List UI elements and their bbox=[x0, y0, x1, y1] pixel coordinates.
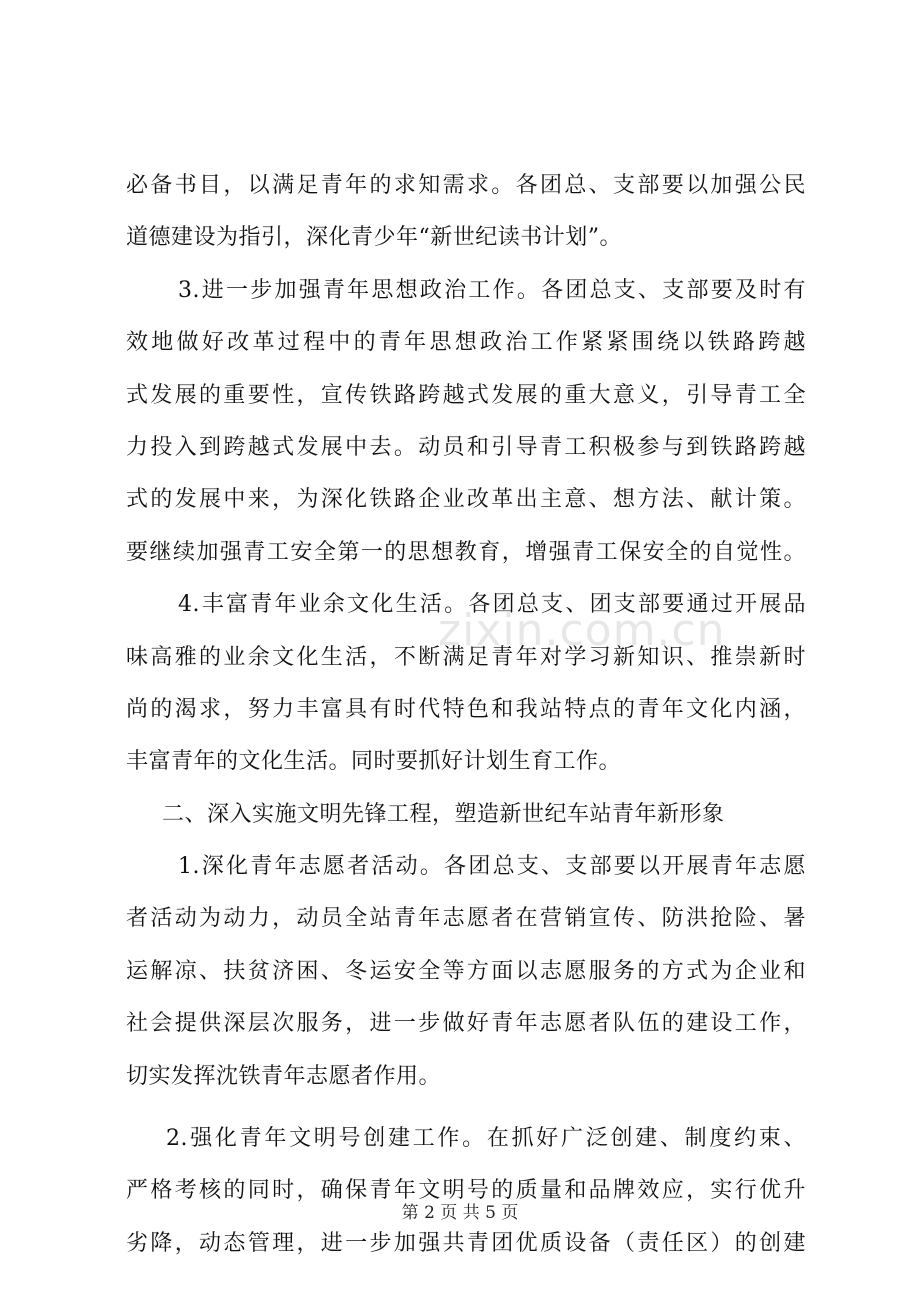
text-line: 者活动为动力，动员全站青年志愿者在营销宣传、防洪抢险、暑 bbox=[126, 906, 806, 932]
text-line: 味高雅的业余文化生活，不断满足青年对学习新知识、推崇新时 bbox=[126, 644, 806, 670]
body-text bbox=[126, 160, 806, 1270]
text-line: 必备书目，以满足青年的求知需求。各团总、支部要以加强公民 bbox=[126, 173, 806, 198]
text-line: 2.强化青年文明号创建工作。在抓好广泛创建、制度约束、 bbox=[166, 1126, 806, 1152]
paragraph-gap bbox=[126, 1103, 806, 1113]
text-line: 4.丰富青年业余文化生活。各团总支、团支部要通过开展品 bbox=[178, 592, 806, 618]
text-line: 式的发展中来，为深化铁路企业改革出主意、想方法、献计策。 bbox=[126, 487, 806, 513]
text-line: 社会提供深层次服务，进一步做好青年志愿者队伍的建设工作， bbox=[126, 1011, 806, 1037]
text-line: 丰富青年的文化生活。同时要抓好计划生育工作。 bbox=[126, 749, 622, 775]
text-line: 运解凉、扶贫济困、冬运安全等方面以志愿服务的方式为企业和 bbox=[126, 958, 806, 984]
text-line: 严格考核的同时，确保青年文明号的质量和品牌效应，实行优升 bbox=[126, 1178, 806, 1204]
text-line: 效地做好改革过程中的青年思想政治工作紧紧围绕以铁路跨越 bbox=[126, 330, 806, 356]
text-line: 力投入到跨越式发展中去。动员和引导青工积极参与到铁路跨越 bbox=[126, 434, 806, 460]
watermark: zixin.com.cn bbox=[438, 605, 726, 656]
page-footer: 第 2 页 共 5 页 bbox=[401, 1203, 519, 1223]
text-line: 切实发挥沈铁青年志愿者作用。 bbox=[126, 1063, 442, 1089]
text-line: 式发展的重要性，宣传铁路跨越式发展的重大意义，引导青工全 bbox=[126, 382, 806, 408]
text-line: 道德建设为指引，深化青少年“新世纪读书计划”。 bbox=[126, 225, 622, 251]
text-line: 1.深化青年志愿者活动。各团总支、支部要以开展青年志愿 bbox=[178, 854, 806, 880]
text-line: 尚的渴求，努力丰富具有时代特色和我站特点的青年文化内涵， bbox=[126, 696, 806, 722]
text-line: 要继续加强青工安全第一的思想教育，增强青工保安全的自觉性。 bbox=[126, 539, 806, 565]
section-heading: 二、深入实施文明先锋工程，塑造新世纪车站青年新形象 bbox=[162, 801, 725, 827]
text-line: 劣降，动态管理，进一步加强共青团优质设备（责任区）的创建 bbox=[126, 1230, 806, 1256]
text-line: 3.进一步加强青年思想政治工作。各团总支、支部要及时有 bbox=[178, 277, 806, 303]
